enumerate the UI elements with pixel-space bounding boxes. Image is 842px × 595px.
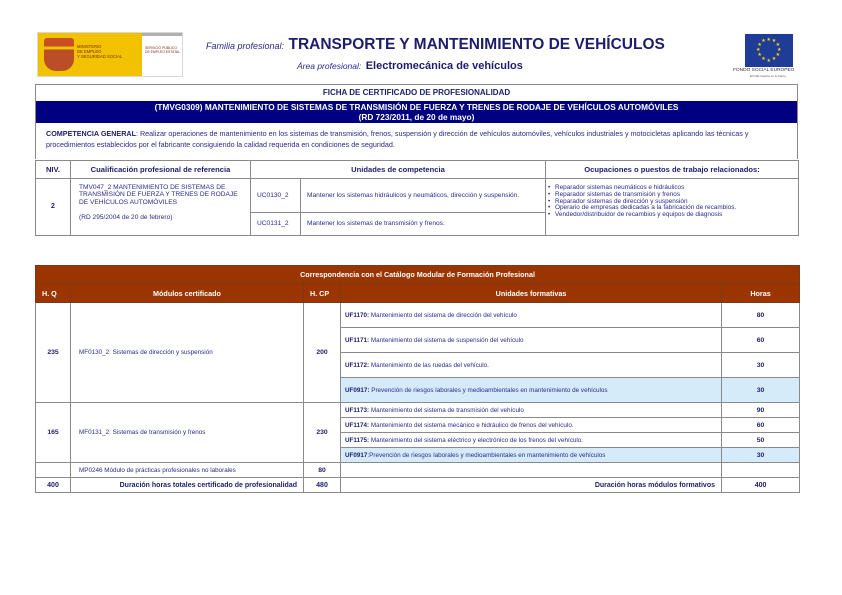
total-horas: 400 bbox=[722, 478, 800, 493]
modular-table bbox=[35, 265, 800, 493]
coat-of-arms-icon bbox=[44, 38, 74, 71]
eu-star-icon: ★ bbox=[757, 41, 762, 48]
sepe-logo-block bbox=[142, 33, 182, 76]
uf-code: UF1172: bbox=[345, 361, 370, 369]
uf-hours: 60 bbox=[722, 418, 800, 433]
ministry-name bbox=[77, 44, 122, 59]
header-hcp: H. CP bbox=[304, 284, 341, 303]
total-hq: 400 bbox=[36, 478, 71, 493]
eu-star-icon: ★ bbox=[777, 47, 782, 53]
header-modulos: Módulos certificado bbox=[71, 284, 304, 303]
module-hq: 165 bbox=[36, 403, 71, 463]
header-hq: H. Q bbox=[36, 284, 71, 303]
uf-code: UF0917: bbox=[345, 386, 370, 394]
cualificacion-rd: (RD 295/2004 de 20 de febrero) bbox=[79, 214, 173, 222]
module-hcp: 200 bbox=[304, 303, 341, 403]
header-ocupaciones: Ocupaciones o puestos de trabajo relacionados: bbox=[546, 161, 799, 179]
eu-subcaption: El FSE invierte en tu futuro bbox=[750, 74, 786, 78]
modular-header-row bbox=[36, 284, 800, 303]
competencia-label: COMPETENCIA GENERAL bbox=[46, 129, 136, 138]
uf-cell bbox=[341, 418, 722, 433]
eu-star-icon: ★ bbox=[766, 57, 771, 64]
uf-name: Mantenimiento del sistema mecánico e hidráulico de frenos del vehículo. bbox=[369, 421, 574, 429]
uf-hours: 80 bbox=[722, 303, 800, 328]
familia-value: TRANSPORTE Y MANTENIMIENTO DE VEHÍCULOS bbox=[288, 36, 665, 53]
module-row bbox=[36, 303, 800, 328]
uf-hours: 90 bbox=[722, 403, 800, 418]
header-unidades-competencia: Unidades de competencia bbox=[251, 161, 546, 179]
uf-code: UF1173: bbox=[345, 406, 370, 414]
uc-description: Mantener los sistemas de transmisión y frenos. bbox=[301, 212, 546, 235]
uf-hours: 60 bbox=[722, 328, 800, 353]
sepe-name bbox=[145, 46, 180, 55]
uf-cell bbox=[341, 433, 722, 448]
competencia-general bbox=[36, 123, 797, 159]
module-hcp: 230 bbox=[304, 403, 341, 463]
header-horas: Horas bbox=[722, 284, 800, 303]
eu-star-icon: ★ bbox=[761, 56, 766, 63]
ministry-logo bbox=[37, 32, 183, 77]
uf-name: Prevención de riesgos laborales y medioambientales en mantenimiento de vehículos bbox=[369, 386, 608, 394]
eu-star-icon: ★ bbox=[771, 37, 777, 44]
uf-code: UF1175: bbox=[345, 436, 370, 444]
total-hcp: 480 bbox=[304, 478, 341, 493]
cualificacion-row bbox=[36, 179, 799, 213]
certificate-rd: (RD 723/2011, de 20 de mayo) bbox=[358, 112, 475, 122]
sepe-line-1: SERVICIO PÚBLICO bbox=[145, 46, 177, 50]
eu-caption: FONDO SOCIAL EUROPEO bbox=[733, 68, 795, 73]
practicas-hcp: 80 bbox=[304, 463, 341, 478]
uf-name: Mantenimiento del sistema de dirección del vehículo bbox=[369, 311, 517, 319]
uf-name: Mantenimiento del sistema de transmisión del vehículo bbox=[369, 406, 524, 414]
uf-name: Mantenimiento del sistema de suspensión del vehículo bbox=[369, 336, 524, 344]
eu-star-icon: ★ bbox=[771, 56, 777, 63]
ocupacion-item: • Reparador sistemas neumáticos e hidráulicos bbox=[555, 185, 798, 192]
uf-cell bbox=[341, 328, 722, 353]
familia-profesional bbox=[206, 36, 665, 54]
sepe-line-2: DE EMPLEO ESTATAL bbox=[145, 50, 181, 55]
ministry-line-3: Y SEGURIDAD SOCIAL bbox=[77, 54, 123, 59]
module-name: MF0131_2: Sistemas de transmisión y frenos bbox=[71, 403, 304, 463]
ficha-title: FICHA DE CERTIFICADO DE PROFESIONALIDAD bbox=[322, 88, 511, 97]
uf-code: UF1170: bbox=[345, 311, 370, 319]
uf-hours: 30 bbox=[722, 378, 800, 403]
uf-name: Mantenimiento de las ruedas del vehículo. bbox=[369, 361, 489, 369]
nivel-value: 2 bbox=[36, 179, 71, 236]
header-niv: NIV. bbox=[36, 161, 71, 179]
uf-hours: 50 bbox=[722, 433, 800, 448]
ocupaciones-list bbox=[546, 185, 798, 219]
modular-title-row bbox=[36, 266, 800, 284]
eu-star-icon: ★ bbox=[761, 37, 766, 44]
uf-cell bbox=[341, 403, 722, 418]
certificate-banner bbox=[36, 101, 797, 123]
uf-hours: 30 bbox=[722, 448, 800, 463]
uc-code: UC0131_2 bbox=[251, 212, 301, 235]
ministry-line-2: DE EMPLEO bbox=[77, 49, 102, 54]
practicas-hours-empty bbox=[722, 463, 800, 478]
area-label: Área profesional: bbox=[297, 61, 362, 71]
header-unidades-formativas: Unidades formativas bbox=[341, 284, 722, 303]
uf-code: UF0917 bbox=[345, 451, 368, 459]
ocupacion-item: • Reparador sistemas de dirección y suspensión bbox=[555, 199, 798, 206]
competencia-text: : Realizar operaciones de mantenimiento en los sistemas de transmisión, frenos, suspensión y dirección de vehículos automóviles, vehículos industriales y motocicletas aplicando las técnicas y procedimientos establecidos por el fabricante consiguiendo la calidad requerida en condiciones de seguridad. bbox=[46, 129, 749, 149]
cualificacion-header-row bbox=[36, 161, 799, 179]
uf-code: UF1174: bbox=[345, 421, 370, 429]
area-value: Electromecánica de vehículos bbox=[365, 60, 523, 72]
ministry-logo-yellow-block bbox=[38, 33, 142, 76]
uf-code: UF1171: bbox=[345, 336, 370, 344]
module-name: MF0130_2: Sistemas de dirección y suspensión bbox=[71, 303, 304, 403]
header-cualificacion: Cualificación profesional de referencia bbox=[71, 161, 251, 179]
ocupacion-item: • Vendedor/distribuidor de recambios y equipos de diagnosis bbox=[555, 212, 798, 219]
familia-label: Familia profesional: bbox=[206, 41, 285, 51]
practicas-uf-empty bbox=[341, 463, 722, 478]
ocupacion-item: • Reparador sistemas de transmisión y frenos bbox=[555, 192, 798, 199]
uf-name: Mantenimiento del sistema eléctrico y electrónico de los frenos del vehículo. bbox=[369, 436, 584, 444]
ficha-card bbox=[35, 84, 798, 159]
eu-flag-icon bbox=[745, 34, 793, 67]
area-profesional bbox=[297, 56, 523, 74]
modular-title: Correspondencia con el Catálogo Modular de Formación Profesional bbox=[36, 266, 800, 284]
certificate-title: (TMVG0309) MANTENIMIENTO DE SISTEMAS DE TRANSMISIÓN DE FUERZA Y TRENES DE RODAJE DE VEHÍCULOS AUTOMÓVILES bbox=[154, 102, 679, 112]
module-hq: 235 bbox=[36, 303, 71, 403]
cualificacion-name: TMV047_2 MANTENIMIENTO DE SISTEMAS DE TRANSMISIÓN DE FUERZA Y TRENES DE RODAJE DE VEHÍCULOS AUTOMÓVILES bbox=[79, 184, 238, 206]
totals-row bbox=[36, 478, 800, 493]
ocupacion-item: • Operario de empresas dedicadas a la fabricación de recambios. bbox=[555, 205, 798, 212]
uf-name: :Prevención de riesgos laborales y medioambientales en mantenimiento de vehículos bbox=[367, 451, 606, 459]
eu-star-icon: ★ bbox=[775, 41, 781, 48]
uf-hours: 30 bbox=[722, 353, 800, 378]
ocupaciones-cell bbox=[546, 179, 799, 236]
uc-description: Mantener los sistemas hidráulicos y neumáticos, dirección y suspensión. bbox=[301, 179, 546, 213]
uf-cell bbox=[341, 448, 722, 463]
eu-star-icon: ★ bbox=[766, 36, 771, 43]
ministry-line-1: MINISTERIO bbox=[77, 44, 102, 49]
eu-star-icon: ★ bbox=[757, 52, 762, 59]
cualificacion-table bbox=[35, 160, 799, 236]
eu-star-icon: ★ bbox=[775, 52, 781, 59]
practicas-row bbox=[36, 463, 800, 478]
module-row bbox=[36, 403, 800, 418]
practicas-name: MP0246 Módulo de prácticas profesionales no laborales bbox=[71, 463, 304, 478]
uf-cell bbox=[341, 303, 722, 328]
cualificacion-cell bbox=[71, 179, 251, 236]
total-modulos-label: Duración horas módulos formativos bbox=[341, 478, 722, 493]
uc-code: UC0130_2 bbox=[251, 179, 301, 213]
uf-cell bbox=[341, 378, 722, 403]
total-cert-label: Duración horas totales certificado de profesionalidad bbox=[71, 478, 304, 493]
eu-star-icon: ★ bbox=[756, 47, 761, 53]
uf-cell bbox=[341, 353, 722, 378]
practicas-hq-empty bbox=[36, 463, 71, 478]
